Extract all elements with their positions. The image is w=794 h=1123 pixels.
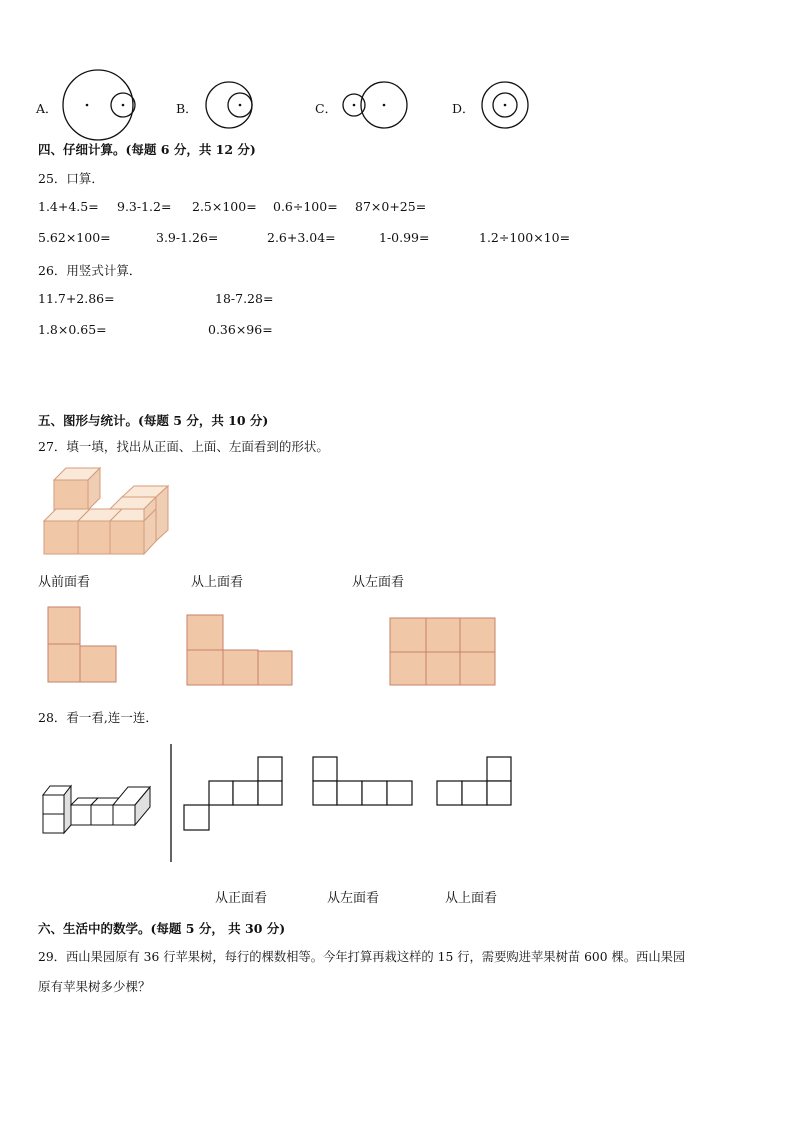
section4-title: 四、仔细计算。(每题 6 分，共 12 分): [38, 142, 256, 157]
q26-item: 0.36×96=: [208, 322, 273, 337]
option-a-label[interactable]: A．: [36, 101, 58, 116]
q28-label: 28．看一看,连一连．: [38, 710, 158, 725]
q26-item: 1.8×0.65=: [38, 322, 107, 337]
option-b-label[interactable]: B．: [176, 101, 198, 116]
q25-item: 3.9-1.26=: [156, 230, 219, 245]
q28-view-label: 从正面看: [215, 891, 268, 906]
q27-view-label: 从前面看: [38, 575, 91, 590]
q26-item: 11.7+2.86=: [38, 291, 115, 306]
q25-item: 2.5×100=: [192, 199, 257, 214]
q28-view-label: 从左面看: [327, 891, 380, 906]
q28-shape-3: [437, 757, 511, 805]
section5-title: 五、图形与统计。(每题 5 分，共 10 分): [38, 413, 269, 428]
q27-view-label: 从左面看: [352, 575, 405, 590]
q26-label: 26．用竖式计算．: [38, 263, 142, 278]
q25-label: 25．口算．: [38, 171, 104, 186]
q29-text-line1: 29．西山果园原有 36 行苹果树，每行的棵数相等。今年打算再栽这样的 15 行，需要购进苹果树苗 600 棵。西山果园: [38, 950, 686, 964]
option-d-label[interactable]: D．: [452, 101, 475, 116]
q25-item: 1.2÷100×10=: [479, 230, 571, 245]
q27-view-label: 从上面看: [191, 575, 244, 590]
q27-label: 27．填一填，找出从正面、上面、左面看到的形状。: [38, 439, 329, 454]
q25-item: 5.62×100=: [38, 230, 111, 245]
q28-shape-1: [184, 757, 282, 830]
q26-item: 18-7.28=: [215, 291, 274, 306]
q29-text-line2: 原有苹果树多少棵？: [38, 979, 151, 994]
q28-shape-2: [313, 757, 412, 805]
section6-title: 六、生活中的数学。(每题 5 分， 共 30 分): [38, 921, 286, 936]
q28-view-label: 从上面看: [445, 891, 498, 906]
q25-item: 0.6÷100=: [273, 199, 338, 214]
option-c-label[interactable]: C．: [315, 101, 338, 116]
q25-item: 9.3-1.2=: [117, 199, 172, 214]
q25-item: 87×0+25=: [355, 199, 427, 214]
q25-item: 2.6+3.04=: [267, 230, 336, 245]
q28-solid-cubes: [43, 786, 150, 833]
q25-item: 1.4+4.5=: [38, 199, 99, 214]
q25-item: 1-0.99=: [379, 230, 430, 245]
